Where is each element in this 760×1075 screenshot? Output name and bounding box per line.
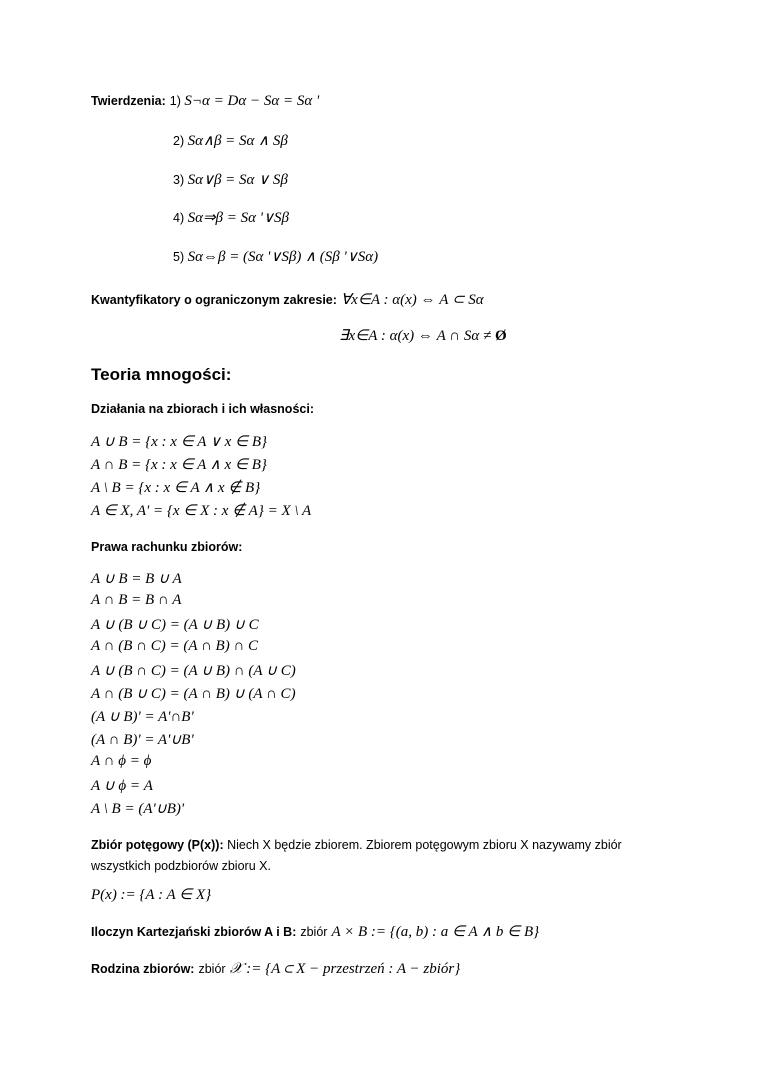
theorem-row (173, 170, 288, 189)
theorem-number: 5) (173, 250, 188, 264)
quantifier-formula: ∃x∈A : α(x) ⇔ A ∩ Sα ≠ (339, 328, 495, 344)
quantifier-row (339, 326, 507, 345)
family-formula: 𝒳 := {A ⊂ X − przestrzeń : A − zbiór} (229, 961, 461, 977)
theorem-number: 2) (173, 134, 188, 148)
subsection-title: Prawa rachunku zbiorów: (91, 540, 243, 554)
equation: A ∪ B = {x : x ∈ A ∨ x ∈ B} (91, 434, 268, 450)
quantifiers-row (91, 290, 484, 309)
equation: A ∩ (B ∪ C) = (A ∩ B) ∪ (A ∩ C) (91, 686, 296, 702)
family-row (91, 960, 460, 978)
family-word: zbiór (198, 962, 226, 976)
power-set-paragraph (91, 835, 651, 877)
theorem-row (173, 208, 289, 227)
theorem-row (173, 131, 288, 150)
equation: A ∩ (B ∩ C) = (A ∩ B) ∩ C (91, 638, 259, 654)
cartesian-term: Iloczyn Kartezjański zbiorów A i B: (91, 925, 297, 939)
subsection-title: Działania na zbiorach i ich własności: (91, 402, 314, 416)
theorem-number: 1) (169, 94, 185, 108)
theorem-row (173, 247, 378, 266)
theorems-label: Twierdzenia: (91, 94, 166, 108)
equation: P(x) := {A : A ∈ X} (91, 887, 212, 903)
theorem-number: 4) (173, 211, 188, 225)
quantifier-formula: ∀x∈A : α(x) ⇔ A ⊂ Sα (340, 292, 484, 308)
theorems-row (91, 92, 319, 110)
equation: (A ∩ B)' = A'∪B' (91, 732, 194, 748)
equation: A ∈ X, A' = {x ∈ X : x ∉ A} = X \ A (91, 503, 312, 519)
theorem-formula: Sα⇒β = Sα '∨Sβ (187, 210, 289, 226)
equation: A ∪ (B ∩ C) = (A ∪ B) ∩ (A ∪ C) (91, 663, 296, 679)
equation: A ∪ (B ∪ C) = (A ∪ B) ∪ C (91, 617, 259, 633)
theorem-formula: Sα∨β = Sα ∨ Sβ (187, 172, 288, 188)
equation: A \ B = {x : x ∈ A ∧ x ∉ B} (91, 480, 261, 496)
equation: A ∪ B = B ∪ A (91, 571, 182, 587)
theorem-formula: Sα∧β = Sα ∧ Sβ (187, 133, 288, 149)
empty-set-symbol: Ø (494, 328, 507, 344)
cartesian-row (91, 922, 539, 941)
power-set-term: Zbiór potęgowy (P(x)): (91, 838, 224, 852)
equation: A ∩ B = {x : x ∈ A ∧ x ∈ B} (91, 457, 267, 473)
family-term: Rodzina zbiorów: (91, 962, 195, 976)
section-title: Teoria mnogości: (91, 365, 232, 384)
theorem-formula: S¬α = Dα − Sα = Sα ' (184, 93, 320, 109)
cartesian-formula: A × B := {(a, b) : a ∈ A ∧ b ∈ B} (331, 924, 540, 940)
theorem-number: 3) (173, 173, 188, 187)
power-set-definition: Niech X będzie zbiorem. Zbiorem potęgowym zbioru X nazywamy zbiór wszystkich podzbiorów zbioru X. (91, 838, 622, 873)
equation: A ∩ ϕ = ϕ (91, 753, 152, 769)
equation: (A ∪ B)' = A'∩B' (91, 709, 194, 725)
theorem-formula: Sα⇔β = (Sα '∨Sβ) ∧ (Sβ '∨Sα) (187, 249, 379, 265)
quantifiers-label: Kwantyfikatory o ograniczonym zakresie: (91, 293, 337, 307)
equation: A \ B = (A'∪B)' (91, 801, 185, 817)
cartesian-word: zbiór (300, 925, 328, 939)
equation: A ∩ B = B ∩ A (91, 592, 182, 608)
equation: A ∪ ϕ = A (91, 778, 153, 794)
